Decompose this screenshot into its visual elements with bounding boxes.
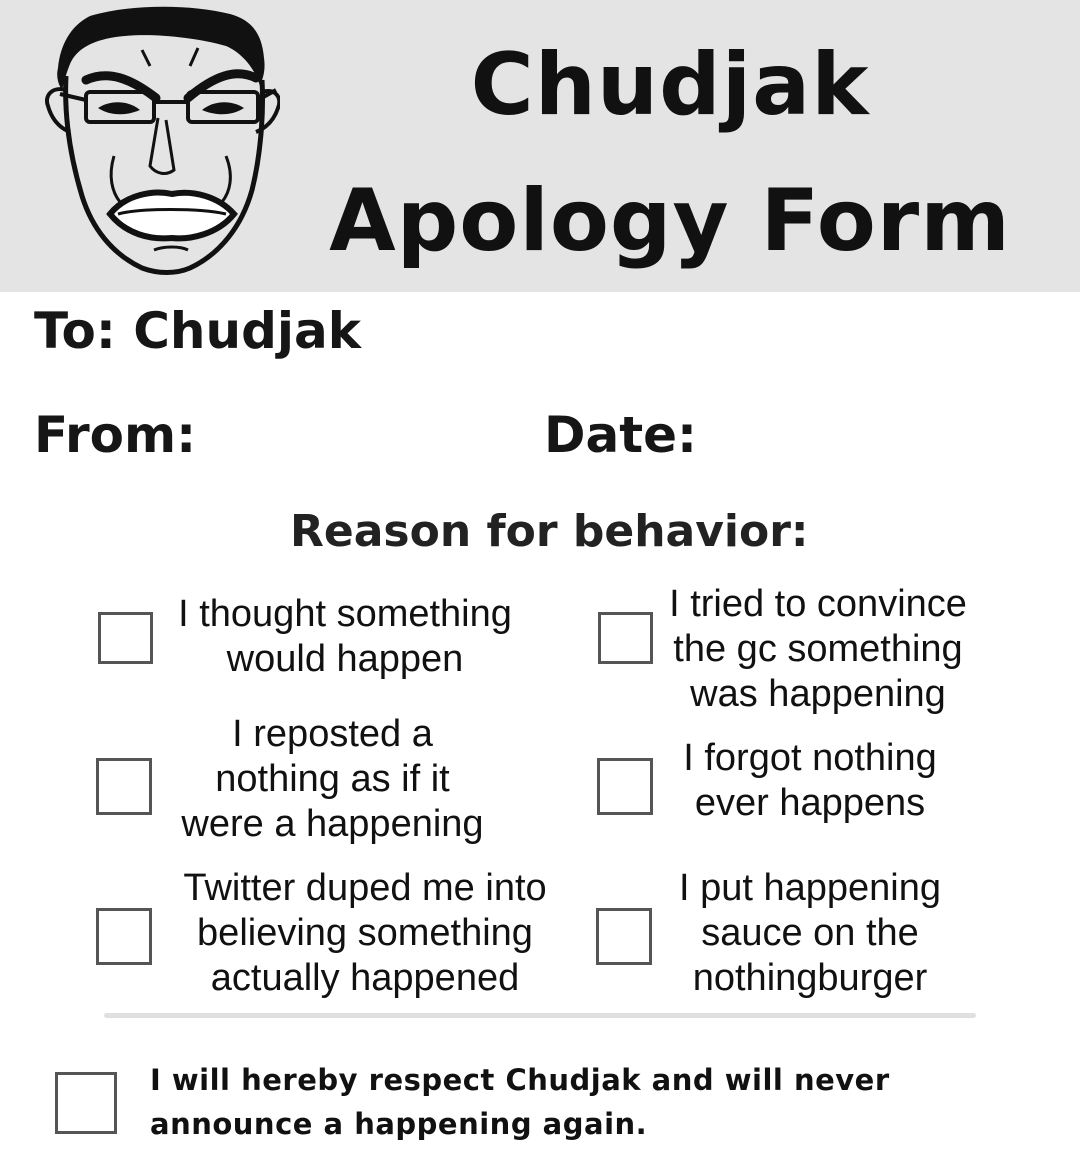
reason-option-6-line: sauce on the xyxy=(701,912,919,954)
reason-checkbox-2[interactable] xyxy=(598,612,653,664)
form-title-line1: Chudjak xyxy=(470,35,870,135)
reason-option-4-line: ever happens xyxy=(694,782,926,824)
pledge-statement xyxy=(150,1058,890,1146)
date-field: Date: xyxy=(544,406,698,464)
reason-option-4-line: I forgot nothing xyxy=(683,737,937,779)
reason-checkbox-5[interactable] xyxy=(96,908,152,965)
reason-option-4 xyxy=(660,736,960,826)
reason-checkbox-6[interactable] xyxy=(596,908,652,965)
reason-option-3-line: I reposted a xyxy=(232,713,433,755)
reason-heading: Reason for behavior: xyxy=(290,506,809,557)
header-banner xyxy=(0,0,1080,292)
to-field: To: Chudjak xyxy=(34,302,362,360)
reason-option-5 xyxy=(160,866,570,1001)
reason-option-2-line: the gc something xyxy=(673,628,963,670)
reason-option-3 xyxy=(160,712,505,847)
reason-option-1-line: I thought something xyxy=(178,593,512,635)
reason-option-6-line: I put happening xyxy=(678,867,941,909)
pledge-line: announce a happening again. xyxy=(150,1107,648,1141)
reason-option-5-line: Twitter duped me into xyxy=(183,867,547,909)
reason-checkbox-4[interactable] xyxy=(597,758,653,815)
reason-option-3-line: nothing as if it xyxy=(215,758,450,800)
reason-option-2-line: was happening xyxy=(690,673,946,715)
pledge-checkbox[interactable] xyxy=(55,1072,117,1134)
wojak-face-icon xyxy=(30,6,280,276)
reason-option-5-line: believing something xyxy=(197,912,533,954)
reason-checkbox-3[interactable] xyxy=(96,758,152,815)
reason-option-3-line: were a happening xyxy=(181,803,484,845)
reason-option-2 xyxy=(656,582,980,717)
reason-option-1 xyxy=(160,592,530,682)
reason-option-1-line: would happen xyxy=(226,638,464,680)
reason-option-5-line: actually happened xyxy=(210,957,520,999)
reason-checkbox-1[interactable] xyxy=(98,612,153,664)
reason-option-6 xyxy=(660,866,960,1001)
pledge-line: I will hereby respect Chudjak and will never xyxy=(150,1063,890,1097)
from-field: From: xyxy=(34,406,197,464)
section-divider xyxy=(104,1013,976,1018)
reason-option-2-line: I tried to convince xyxy=(669,583,967,625)
form-title-line2: Apology Form xyxy=(329,171,1011,271)
reason-option-6-line: nothingburger xyxy=(692,957,928,999)
